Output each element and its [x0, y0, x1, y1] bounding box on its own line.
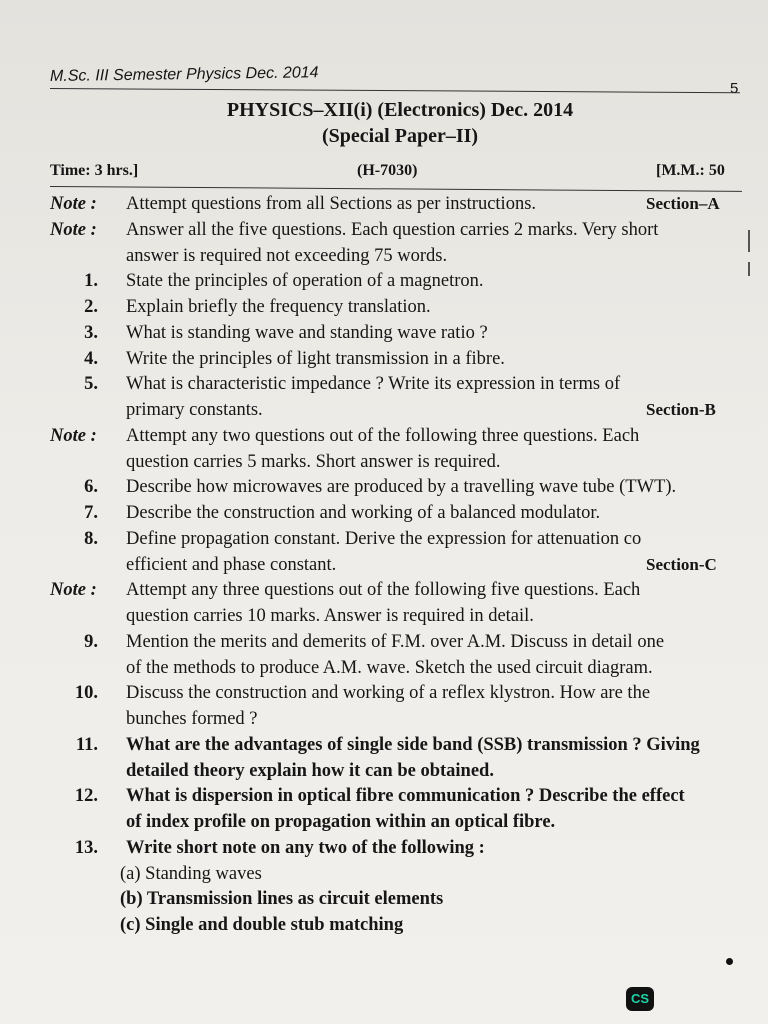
- question-number: 2.: [84, 297, 98, 317]
- question-number: 12.: [74, 786, 98, 807]
- line-text: efficient and phase constant.: [126, 554, 337, 575]
- line-text: Discuss the construction and working of a reflex klystron. How are the: [126, 683, 651, 704]
- line-text: answer is required not exceeding 75 words.: [126, 245, 448, 266]
- paper-title-line2: (Special Paper–II): [321, 125, 479, 147]
- text-line: [0, 606, 768, 632]
- text-line: [0, 915, 768, 941]
- text-line: [0, 812, 768, 838]
- note-line: [0, 194, 768, 220]
- note-line: [0, 426, 768, 452]
- max-marks: [M.M.: 50: [656, 162, 725, 179]
- margin-mark: [748, 262, 750, 276]
- question-line: [0, 477, 768, 503]
- line-text: What are the advantages of single side band (SSB) transmission ? Giving: [126, 734, 700, 755]
- line-text: Describe how microwaves are produced by a travelling wave tube (TWT).: [126, 477, 677, 498]
- note-label: Note :: [50, 219, 97, 240]
- section-heading: Section-B: [646, 400, 716, 419]
- margin-mark: [748, 230, 750, 252]
- camscanner-badge: CS: [626, 987, 654, 1011]
- section-heading: Section-C: [646, 554, 717, 574]
- text-line: [0, 246, 768, 272]
- line-text: Mention the merits and demerits of F.M. over A.M. Discuss in detail one: [126, 631, 665, 652]
- question-number: 5.: [84, 374, 98, 395]
- question-line: [0, 503, 768, 529]
- line-text: Explain briefly the frequency translation.: [126, 297, 431, 317]
- line-text: of the methods to produce A.M. wave. Sketch the used circuit diagram.: [126, 657, 653, 678]
- question-number: 9.: [84, 631, 98, 652]
- ink-dot: [726, 958, 733, 965]
- line-text: Attempt any three questions out of the following five questions. Each: [126, 580, 641, 601]
- question-line: [0, 297, 768, 323]
- question-number: 6.: [84, 477, 98, 498]
- text-line: [0, 709, 768, 735]
- question-line: [0, 786, 768, 812]
- question-line: [0, 323, 768, 349]
- line-text: detailed theory explain how it can be obtained.: [126, 760, 494, 781]
- time-label: Time: 3 hrs.]: [50, 162, 139, 179]
- section-heading: Section–A: [646, 194, 720, 213]
- line-text: Write the principles of light transmission in a fibre.: [126, 348, 505, 369]
- note-line: [0, 220, 768, 246]
- question-number: 7.: [84, 503, 98, 523]
- line-text: Attempt any two questions out of the following three questions. Each: [126, 425, 640, 446]
- line-text: primary constants.: [126, 400, 263, 420]
- question-line: [0, 838, 768, 864]
- note-label: Note :: [50, 580, 97, 601]
- question-number: 1.: [84, 271, 98, 292]
- line-text: Describe the construction and working of a balanced modulator.: [126, 503, 601, 523]
- question-number: 3.: [84, 322, 98, 343]
- paper-title-line1: PHYSICS–XII(i) (Electronics) Dec. 2014: [226, 99, 574, 121]
- course-header: M.Sc. III Semester Physics Dec. 2014: [49, 64, 319, 85]
- paper-code: (H-7030): [357, 162, 418, 179]
- line-text: Attempt questions from all Sections as per instructions.: [126, 194, 537, 214]
- text-line: [0, 864, 768, 890]
- sub-item-text: (a) Standing waves: [120, 863, 262, 884]
- question-line: [0, 374, 768, 400]
- text-line: [0, 400, 768, 426]
- line-text: What is characteristic impedance ? Write its expression in terms of: [126, 374, 621, 395]
- question-line: [0, 683, 768, 709]
- text-line: [0, 658, 768, 684]
- note-label: Note :: [50, 425, 97, 446]
- question-line: [0, 271, 768, 297]
- question-line: [0, 632, 768, 658]
- line-text: What is standing wave and standing wave ratio ?: [126, 322, 488, 343]
- line-text: Define propagation constant. Derive the expression for attenuation co: [126, 528, 642, 549]
- question-line: [0, 529, 768, 555]
- line-text: bunches formed ?: [126, 709, 258, 729]
- page-number: 5: [730, 80, 739, 97]
- text-line: [0, 452, 768, 478]
- line-text: question carries 10 marks. Answer is required in detail.: [126, 606, 534, 626]
- line-text: Write short note on any two of the following :: [126, 837, 485, 858]
- question-line: [0, 349, 768, 375]
- question-number: 8.: [84, 528, 98, 549]
- question-line: [0, 735, 768, 761]
- note-line: [0, 580, 768, 606]
- question-number: 10.: [74, 683, 98, 704]
- paper-title: [170, 97, 630, 149]
- sub-item-text: (c) Single and double stub matching: [120, 915, 404, 935]
- note-label: Note :: [50, 194, 97, 214]
- line-text: Answer all the five questions. Each question carries 2 marks. Very short: [126, 219, 659, 240]
- question-number: 4.: [84, 348, 98, 369]
- text-line: [0, 889, 768, 915]
- line-text: State the principles of operation of a magnetron.: [126, 271, 484, 292]
- line-text: question carries 5 marks. Short answer is required.: [126, 451, 501, 472]
- question-number: 11.: [75, 734, 98, 755]
- line-text: of index profile on propagation within an optical fibre.: [126, 812, 556, 832]
- line-text: What is dispersion in optical fibre communication ? Describe the effect: [126, 786, 685, 807]
- sub-item-text: (b) Transmission lines as circuit elements: [120, 889, 444, 910]
- question-number: 13.: [74, 837, 98, 858]
- text-line: [0, 555, 768, 581]
- text-line: [0, 761, 768, 787]
